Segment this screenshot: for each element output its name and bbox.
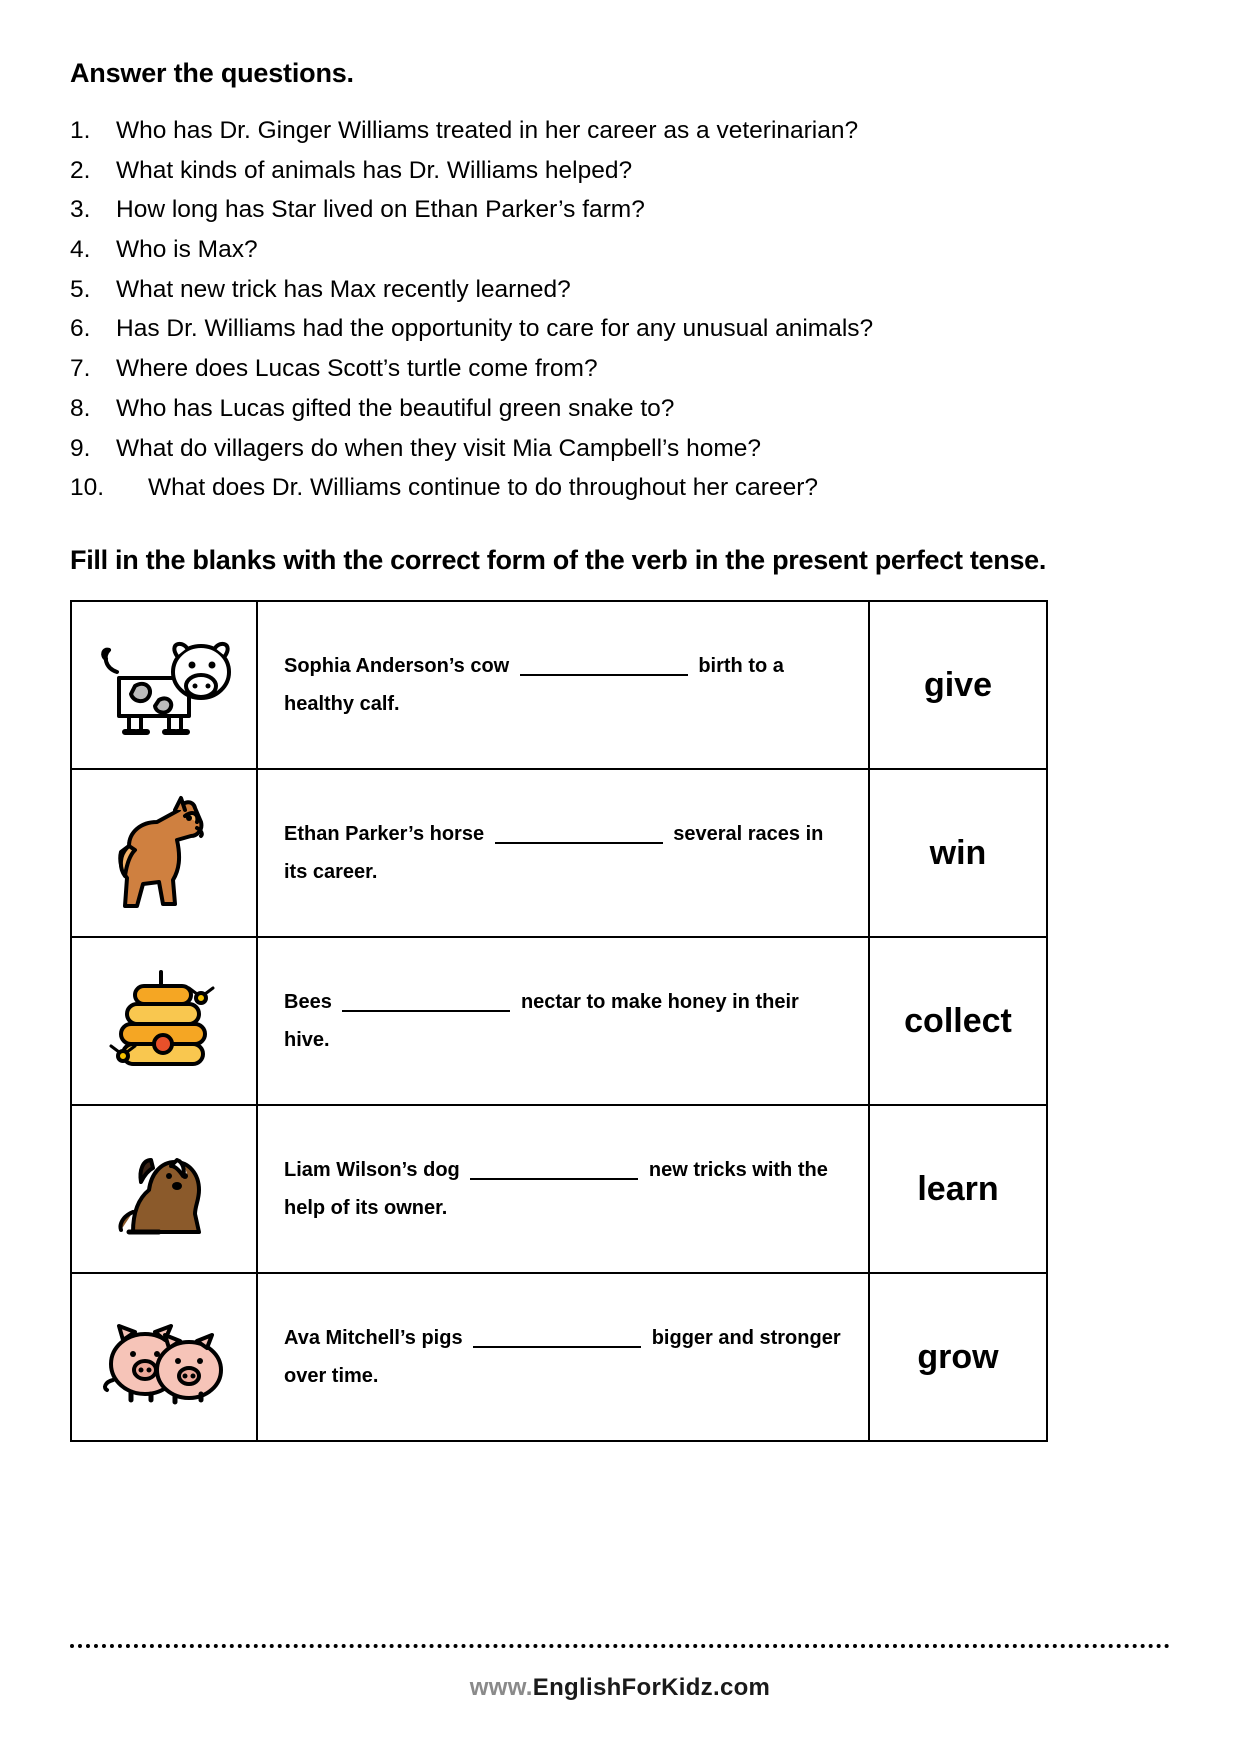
answer-blank[interactable] <box>473 1330 641 1348</box>
verb-cell: grow <box>869 1273 1047 1441</box>
page-footer <box>70 1644 1170 1702</box>
sentence-after: nectar to make honey in their hive. <box>284 991 799 1052</box>
question-number: 10. <box>70 474 105 502</box>
table-row <box>71 937 1047 1105</box>
url-prefix: www. <box>469 1674 533 1701</box>
answer-blank[interactable] <box>495 826 663 844</box>
verb-cell: win <box>869 769 1047 937</box>
pigs-icon <box>71 1273 257 1441</box>
question-number: 1. <box>70 117 91 144</box>
question-number: 6. <box>70 315 91 343</box>
question-text: Where does Lucas Scott’s turtle come from? <box>116 355 598 383</box>
question-text: Who is Max? <box>116 236 258 264</box>
list-item <box>70 270 1170 310</box>
list-item <box>70 230 1170 270</box>
question-text: Who has Lucas gifted the beautiful green snake to? <box>116 394 675 422</box>
page-title: Answer the questions. <box>70 58 354 88</box>
cow-icon <box>71 601 257 769</box>
question-text: How long has Star lived on Ethan Parker’s farm? <box>116 196 645 224</box>
answer-blank[interactable] <box>470 1162 638 1180</box>
question-text: What new trick has Max recently learned? <box>116 275 571 303</box>
sentence-after: several races in its career. <box>284 823 824 884</box>
sentence-cell <box>257 1273 869 1441</box>
sentence-before: Sophia Anderson’s cow <box>284 655 510 678</box>
question-number: 9. <box>70 434 91 462</box>
question-list <box>70 111 1170 508</box>
sentence-cell <box>257 601 869 769</box>
question-number: 7. <box>70 355 91 383</box>
table-row <box>71 1105 1047 1273</box>
list-item <box>70 429 1170 469</box>
list-item <box>70 190 1170 230</box>
site-url <box>70 1674 1170 1702</box>
question-number: 8. <box>70 394 91 422</box>
sentence-cell <box>257 769 869 937</box>
table-row <box>71 1273 1047 1441</box>
question-number: 5. <box>70 275 91 303</box>
sentence-after: bigger and stronger over time. <box>284 1327 841 1388</box>
table-row <box>71 769 1047 937</box>
sentence-after: birth to a healthy calf. <box>284 655 784 716</box>
list-item <box>70 111 1170 151</box>
list-item <box>70 468 1170 508</box>
question-text: What do villagers do when they visit Mia Campbell’s home? <box>116 434 762 462</box>
sentence-before: Ava Mitchell’s pigs <box>284 1327 463 1350</box>
list-item <box>70 151 1170 191</box>
verb-cell: give <box>869 601 1047 769</box>
list-item <box>70 389 1170 429</box>
dog-icon <box>71 1105 257 1273</box>
answer-blank[interactable] <box>520 658 688 676</box>
verb-cell: learn <box>869 1105 1047 1273</box>
sentence-after: new tricks with the help of its owner. <box>284 1159 828 1220</box>
list-item <box>70 349 1170 389</box>
sentence-before: Ethan Parker’s horse <box>284 823 485 846</box>
dotted-divider <box>70 1644 1170 1648</box>
sentence-cell <box>257 937 869 1105</box>
question-number: 4. <box>70 236 91 264</box>
url-suffix: .com <box>712 1674 771 1701</box>
sentence-cell <box>257 1105 869 1273</box>
horse-icon <box>71 769 257 937</box>
table-row <box>71 601 1047 769</box>
question-text: Has Dr. Williams had the opportunity to care for any unusual animals? <box>116 315 874 343</box>
sentence-before: Liam Wilson’s dog <box>284 1159 460 1182</box>
question-number: 3. <box>70 196 91 224</box>
question-text: What kinds of animals has Dr. Williams helped? <box>116 156 633 184</box>
list-item <box>70 309 1170 349</box>
question-number: 2. <box>70 156 91 184</box>
question-text: Who has Dr. Ginger Williams treated in her career as a veterinarian? <box>116 117 859 144</box>
verb-cell: collect <box>869 937 1047 1105</box>
url-brand: EnglishForKidz <box>532 1674 713 1701</box>
beehive-icon <box>71 937 257 1105</box>
question-text: What does Dr. Williams continue to do throughout her career? <box>148 474 819 502</box>
fill-in-blanks-title: Fill in the blanks with the correct form of the verb in the present perfect tense. <box>70 544 1047 575</box>
fill-in-blanks-table <box>70 600 1048 1442</box>
answer-blank[interactable] <box>342 994 510 1012</box>
sentence-before: Bees <box>284 991 332 1014</box>
